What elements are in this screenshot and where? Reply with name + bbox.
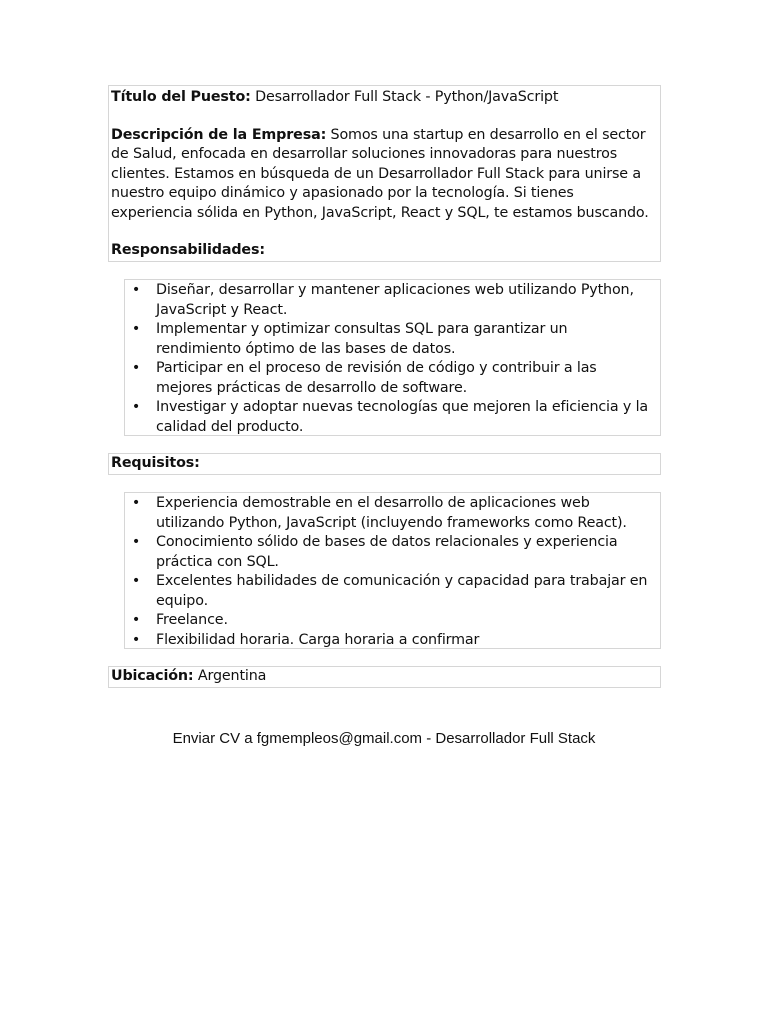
send-cv-line: Enviar CV a fgmempleos@gmail.com - Desarrollador Full Stack bbox=[172, 730, 596, 747]
company-description bbox=[111, 126, 658, 224]
list-item bbox=[125, 320, 656, 359]
list-item bbox=[125, 398, 656, 437]
company-description-label: Descripción de la Empresa: bbox=[111, 126, 327, 143]
company-description-value: Somos una startup en desarrollo en el sector de Salud, enfocada en desarrollar soluciones innovadoras para nuestros clientes. Estamos en búsqueda de un Desarrollador Full Stack para unirse a nuestro equipo dinámico y apasionado por la tecnología. Si tienes experiencia sólida en Python, JavaScript, React y SQL, te estamos buscando. bbox=[111, 126, 649, 221]
list-item bbox=[125, 359, 656, 398]
list-item-text: Investigar y adoptar nuevas tecnologías que mejoren la eficiencia y la calidad del producto. bbox=[156, 399, 649, 435]
list-item-text: Experiencia demostrable en el desarrollo de aplicaciones web utilizando Python, JavaScript (incluyendo frameworks como React). bbox=[156, 495, 627, 531]
job-title-line bbox=[111, 88, 658, 108]
list-item bbox=[125, 494, 656, 533]
responsibilities-box bbox=[124, 279, 661, 436]
bullet-icon: • bbox=[131, 631, 141, 648]
list-item-text: Excelentes habilidades de comunicación y capacidad para trabajar en equipo. bbox=[156, 573, 648, 609]
list-item-text: Implementar y optimizar consultas SQL para garantizar un rendimiento óptimo de las bases de datos. bbox=[156, 321, 568, 357]
location-label: Ubicación: bbox=[111, 668, 194, 684]
bullet-icon: • bbox=[131, 534, 141, 550]
bullet-icon: • bbox=[131, 282, 141, 298]
list-item-text: Diseñar, desarrollar y mantener aplicaciones web utilizando Python, JavaScript y React. bbox=[156, 282, 634, 318]
requirements-heading-box bbox=[108, 453, 661, 475]
job-header-box bbox=[108, 85, 661, 262]
requirements-label: Requisitos: bbox=[111, 455, 200, 471]
bullet-icon: • bbox=[131, 321, 141, 337]
bullet-icon: • bbox=[131, 399, 141, 415]
list-item bbox=[125, 631, 656, 651]
bullet-icon: • bbox=[131, 360, 141, 376]
responsibilities-list bbox=[125, 281, 656, 437]
list-item-text: Freelance. bbox=[156, 612, 228, 628]
list-item bbox=[125, 533, 656, 572]
requirements-list bbox=[125, 494, 656, 650]
list-item-text: Participar en el proceso de revisión de código y contribuir a las mejores prácticas de desarrollo de software. bbox=[156, 360, 597, 396]
bullet-icon: • bbox=[131, 573, 141, 589]
bullet-icon: • bbox=[131, 612, 141, 628]
list-item bbox=[125, 611, 656, 631]
list-item bbox=[125, 281, 656, 320]
list-item-text: Conocimiento sólido de bases de datos relacionales y experiencia práctica con SQL. bbox=[156, 534, 618, 570]
job-title-label: Título del Puesto: bbox=[111, 89, 251, 105]
location-box bbox=[108, 666, 661, 688]
responsibilities-label: Responsabilidades: bbox=[111, 242, 265, 258]
responsibilities-heading bbox=[111, 241, 658, 261]
list-item bbox=[125, 572, 656, 611]
requirements-box bbox=[124, 492, 661, 649]
list-item-text: Flexibilidad horaria. Carga horaria a confirmar bbox=[156, 631, 480, 648]
location-value: Argentina bbox=[193, 668, 267, 684]
bullet-icon: • bbox=[131, 495, 141, 511]
job-title-value: Desarrollador Full Stack - Python/JavaScript bbox=[250, 89, 559, 105]
